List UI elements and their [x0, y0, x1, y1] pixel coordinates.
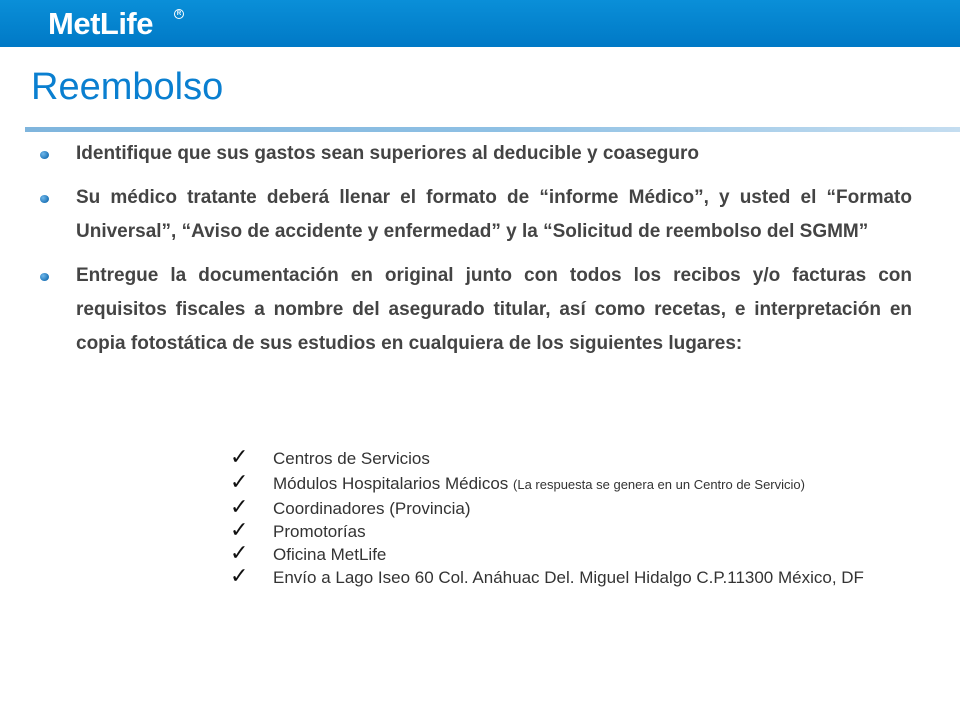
header-bar [0, 0, 960, 47]
bullet-dot-icon [40, 195, 49, 203]
location-item [230, 497, 912, 520]
main-point-text: Su médico tratante deberá llenar el formato de “informe Médico”, y usted el “Formato Universal”, “Aviso de accidente y enfermedad” y la “Solicitud de reembolso del SGMM” [76, 187, 912, 242]
checkmark-icon: ✓ [230, 564, 249, 589]
title-divider [25, 127, 960, 132]
main-point-text: Identifique que sus gastos sean superiores al deducible y coaseguro [76, 143, 699, 164]
checkmark-icon: ✓ [230, 518, 249, 543]
checkmark-icon: ✓ [230, 470, 249, 495]
location-label: Módulos Hospitalarios Médicos [273, 474, 509, 493]
main-point-text: Entregue la documentación en original junto con todos los recibos y/o facturas con requisitos fiscales a nombre del asegurado titular, así como recetas, e interpretación en copia fotostática de sus estudios en cualquiera de los siguientes lugares: [76, 265, 912, 354]
location-label: Oficina MetLife [273, 545, 387, 564]
main-point [34, 181, 912, 249]
location-item [230, 566, 912, 589]
registered-mark-icon: R [174, 9, 184, 19]
location-item [230, 543, 912, 566]
checkmark-icon: ✓ [230, 495, 249, 520]
location-item [230, 472, 912, 495]
bullet-dot-icon [40, 151, 49, 159]
main-points-list [34, 137, 912, 371]
main-point [34, 137, 912, 171]
main-point [34, 259, 912, 361]
locations-list [230, 447, 912, 589]
location-label: Promotorías [273, 522, 366, 541]
page-title: Reembolso [31, 66, 224, 108]
location-item [230, 447, 912, 470]
location-label: Centros de Servicios [273, 449, 430, 468]
location-label: Envío a Lago Iseo 60 Col. Anáhuac Del. Miguel Hidalgo C.P.11300 México, DF [273, 568, 864, 587]
metlife-logo: MetLife [48, 6, 153, 41]
checkmark-icon: ✓ [230, 445, 249, 470]
checkmark-icon: ✓ [230, 541, 249, 566]
location-item [230, 520, 912, 543]
location-note: (La respuesta se genera en un Centro de Servicio) [513, 477, 805, 492]
bullet-dot-icon [40, 273, 49, 281]
location-label: Coordinadores (Provincia) [273, 499, 471, 518]
